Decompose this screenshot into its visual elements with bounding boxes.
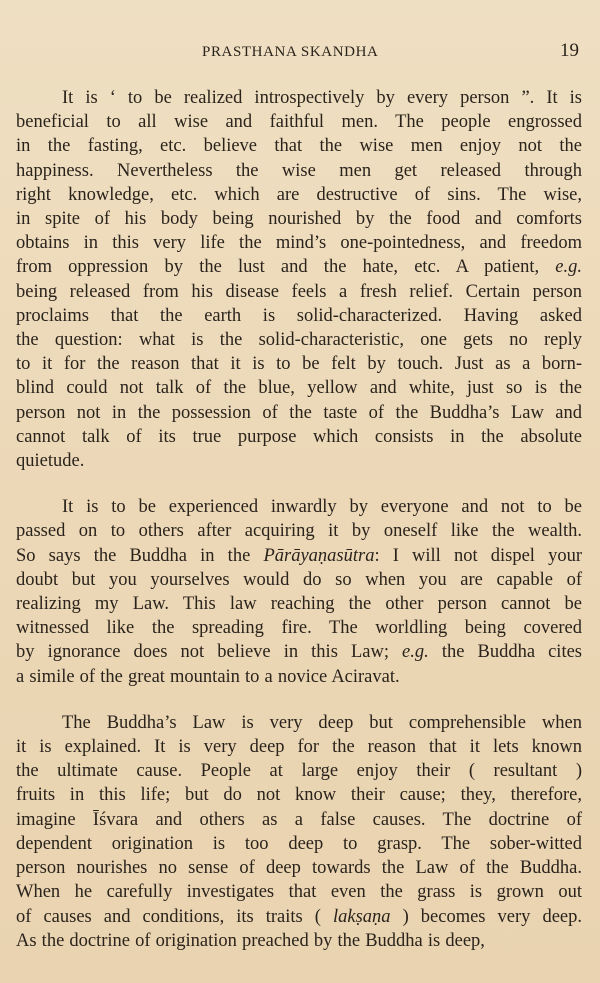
text-line: from oppression by the lust and the hate, etc. A patient, e.g. (16, 257, 582, 278)
text-line: It is to be experienced inwardly by everyone and not to be (62, 497, 582, 518)
text-line: The Buddha’s Law is very deep but comprehensible when (62, 712, 582, 733)
text-line: beneficial to all wise and faithful men. The people engrossed (16, 112, 582, 133)
text-line: it is explained. It is very deep for the reason that it lets known (16, 737, 582, 758)
text-line: realizing my Law. This law reaching the other person cannot be (16, 594, 582, 615)
text-line: obtains in this very life the mind’s one-pointedness, and freedom (16, 233, 582, 254)
text-line: imagine Īśvara and others as a false causes. The doctrine of (16, 809, 582, 830)
text-line: person not in the possession of the taste of the Buddha’s Law and (16, 402, 582, 423)
text-line: blind could not talk of the blue, yellow and white, just so is the (16, 378, 582, 399)
text-line: the question: what is the solid-characteristic, one gets no reply (16, 330, 582, 351)
running-head (0, 40, 600, 68)
text-line: happiness. Nevertheless the wise men get released through (16, 160, 582, 181)
running-title: PRASTHANA SKANDHA (202, 44, 379, 60)
text-line: cannot talk of its true purpose which consists in the absolute (16, 426, 582, 447)
paragraph-1 (16, 86, 582, 473)
text-line: proclaims that the earth is solid-characterized. Having asked (16, 305, 582, 326)
text-line: As the doctrine of origination preached by the Buddha is deep, (16, 930, 485, 951)
page-number: 19 (560, 40, 579, 61)
text-line: dependent origination is too deep to grasp. The sober-witted (16, 833, 582, 854)
text-line: a simile of the great mountain to a novice Aciravat. (16, 666, 400, 687)
text-line: quietude. (16, 451, 85, 472)
body-text (16, 86, 582, 953)
text-line: of causes and conditions, its traits ( lakṣaṇa ) becomes very deep. (16, 906, 582, 927)
text-line: the ultimate cause. People at large enjoy their ( resultant ) (16, 761, 582, 782)
text-line: person nourishes no sense of deep towards the Law of the Buddha. (16, 858, 582, 879)
text-line: fruits in this life; but do not know their cause; they, therefore, (16, 785, 582, 806)
text-line: being released from his disease feels a fresh relief. Certain person (16, 281, 582, 302)
text-line: to it for the reason that it is to be felt by touch. Just as a born- (16, 354, 582, 375)
text-line: So says the Buddha in the Pārāyaṇasūtra: I will not dispel your (16, 545, 582, 566)
text-line: doubt but you yourselves would do so when you are capable of (16, 569, 582, 590)
text-line: in spite of his body being nourished by the food and comforts (16, 209, 582, 230)
text-line: in the fasting, etc. believe that the wise men enjoy not the (16, 136, 582, 157)
text-line: It is ‘ to be realized introspectively by every person ”. It is (62, 88, 582, 108)
text-line: witnessed like the spreading fire. The worldling being covered (16, 618, 582, 639)
paragraph-2 (16, 495, 582, 689)
text-line: passed on to others after acquiring it by oneself like the wealth. (16, 521, 582, 542)
text-line: right knowledge, etc. which are destructive of sins. The wise, (16, 184, 582, 205)
text-line: When he carefully investigates that even the grass is grown out (16, 882, 582, 903)
text-line: by ignorance does not believe in this Law; e.g. the Buddha cites (16, 642, 582, 663)
paragraph-3 (16, 711, 582, 953)
